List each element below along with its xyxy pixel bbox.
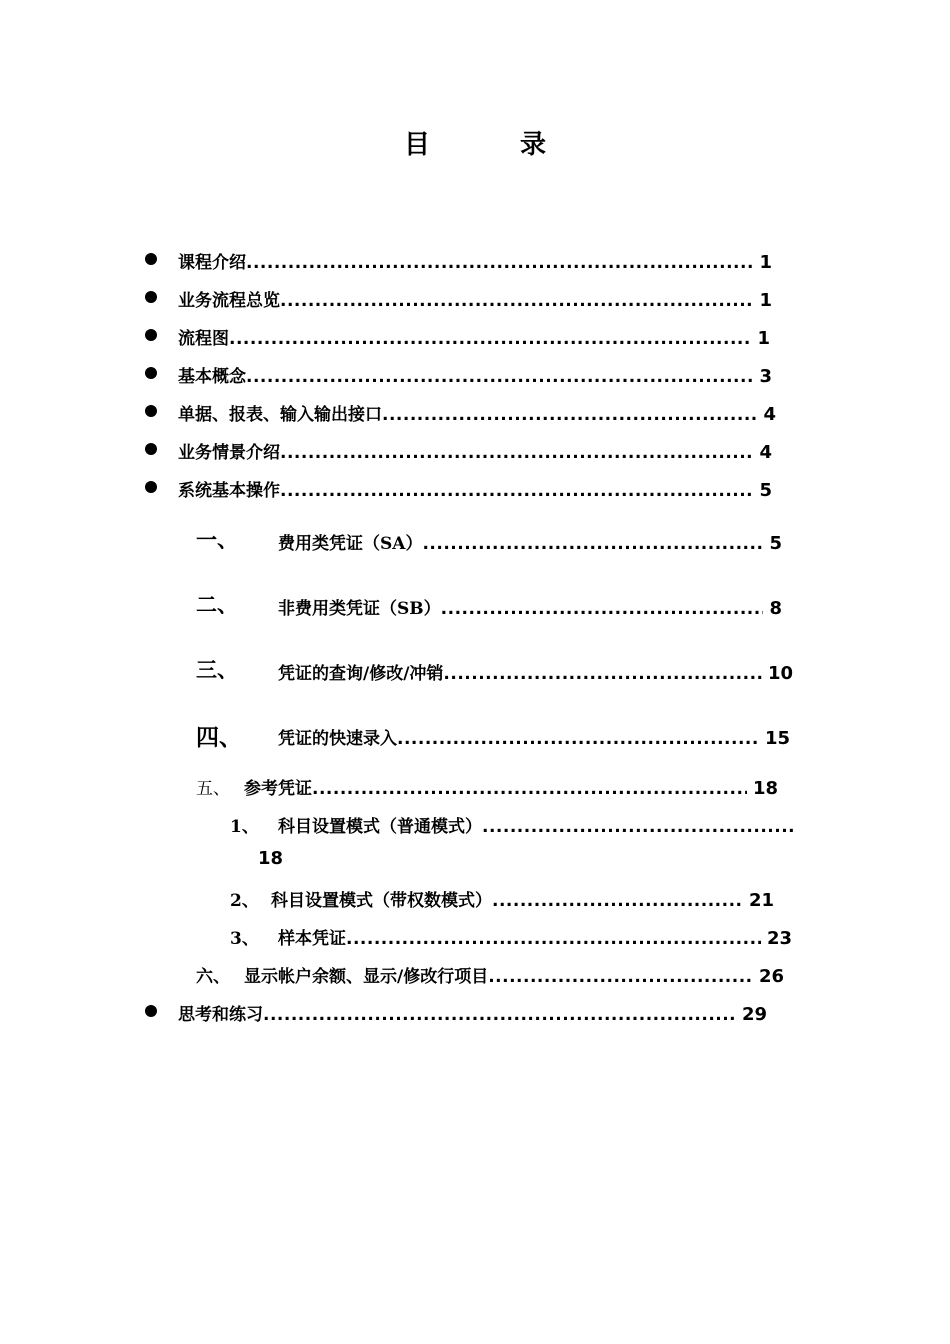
sub-number: 3、 [230, 929, 259, 949]
bullet-icon [145, 1005, 157, 1017]
section-number: 六、 [196, 967, 230, 987]
toc-entry[interactable]: 科目设置模式（带权数模式） ..... 21 [271, 886, 774, 911]
bullet-icon [145, 481, 157, 493]
section-number: 一、 [196, 527, 238, 552]
bullet-icon [145, 367, 157, 379]
sub-number: 1、 [230, 817, 259, 837]
section-number: 三、 [196, 657, 238, 682]
toc-entry[interactable]: 流程图 ..... 1 [178, 324, 770, 349]
toc-entry[interactable]: 基本概念 ..... 3 [178, 362, 772, 387]
toc-entry[interactable]: 费用类凭证（SA） ..... 5 [278, 529, 782, 554]
sub-number: 2、 [230, 891, 259, 911]
bullet-icon [145, 329, 157, 341]
bullet-icon [145, 291, 157, 303]
toc-entry-page: 18 [258, 848, 284, 869]
toc-entry[interactable]: 凭证的查询/修改/冲销 ..... 10 [278, 659, 793, 684]
title-char-1: 目 [403, 130, 430, 160]
toc-entry[interactable]: 参考凭证 ..... 18 [244, 774, 778, 799]
section-number: 五、 [196, 779, 230, 799]
title-char-2: 录 [520, 130, 547, 160]
toc-title [0, 124, 950, 161]
toc-entry[interactable]: 课程介绍 ..... 1 [178, 248, 772, 273]
bullet-icon [145, 443, 157, 455]
toc-entry[interactable]: 思考和练习 ..... 29 [178, 1000, 767, 1025]
toc-entry[interactable]: 科目设置模式（普通模式） ..... [278, 812, 796, 837]
toc-entry[interactable]: 业务情景介绍 ..... 4 [178, 438, 772, 463]
toc-entry[interactable]: 显示帐户余额、显示/修改行项目 ..... 26 [244, 962, 784, 987]
toc-entry[interactable]: 单据、报表、输入输出接口 ..... 4 [178, 400, 776, 425]
toc-entry[interactable]: 系统基本操作 ..... 5 [178, 476, 772, 501]
toc-entry[interactable]: 凭证的快速录入 ..... 15 [278, 724, 790, 749]
section-number: 二、 [196, 592, 238, 617]
toc-entry[interactable]: 样本凭证 ..... 23 [278, 924, 792, 949]
bullet-icon [145, 253, 157, 265]
toc-entry[interactable]: 业务流程总览 ..... 1 [178, 286, 772, 311]
bullet-icon [145, 405, 157, 417]
section-number: 四、 [196, 724, 242, 751]
toc-entry[interactable]: 非费用类凭证（SB） ..... 8 [278, 594, 782, 619]
